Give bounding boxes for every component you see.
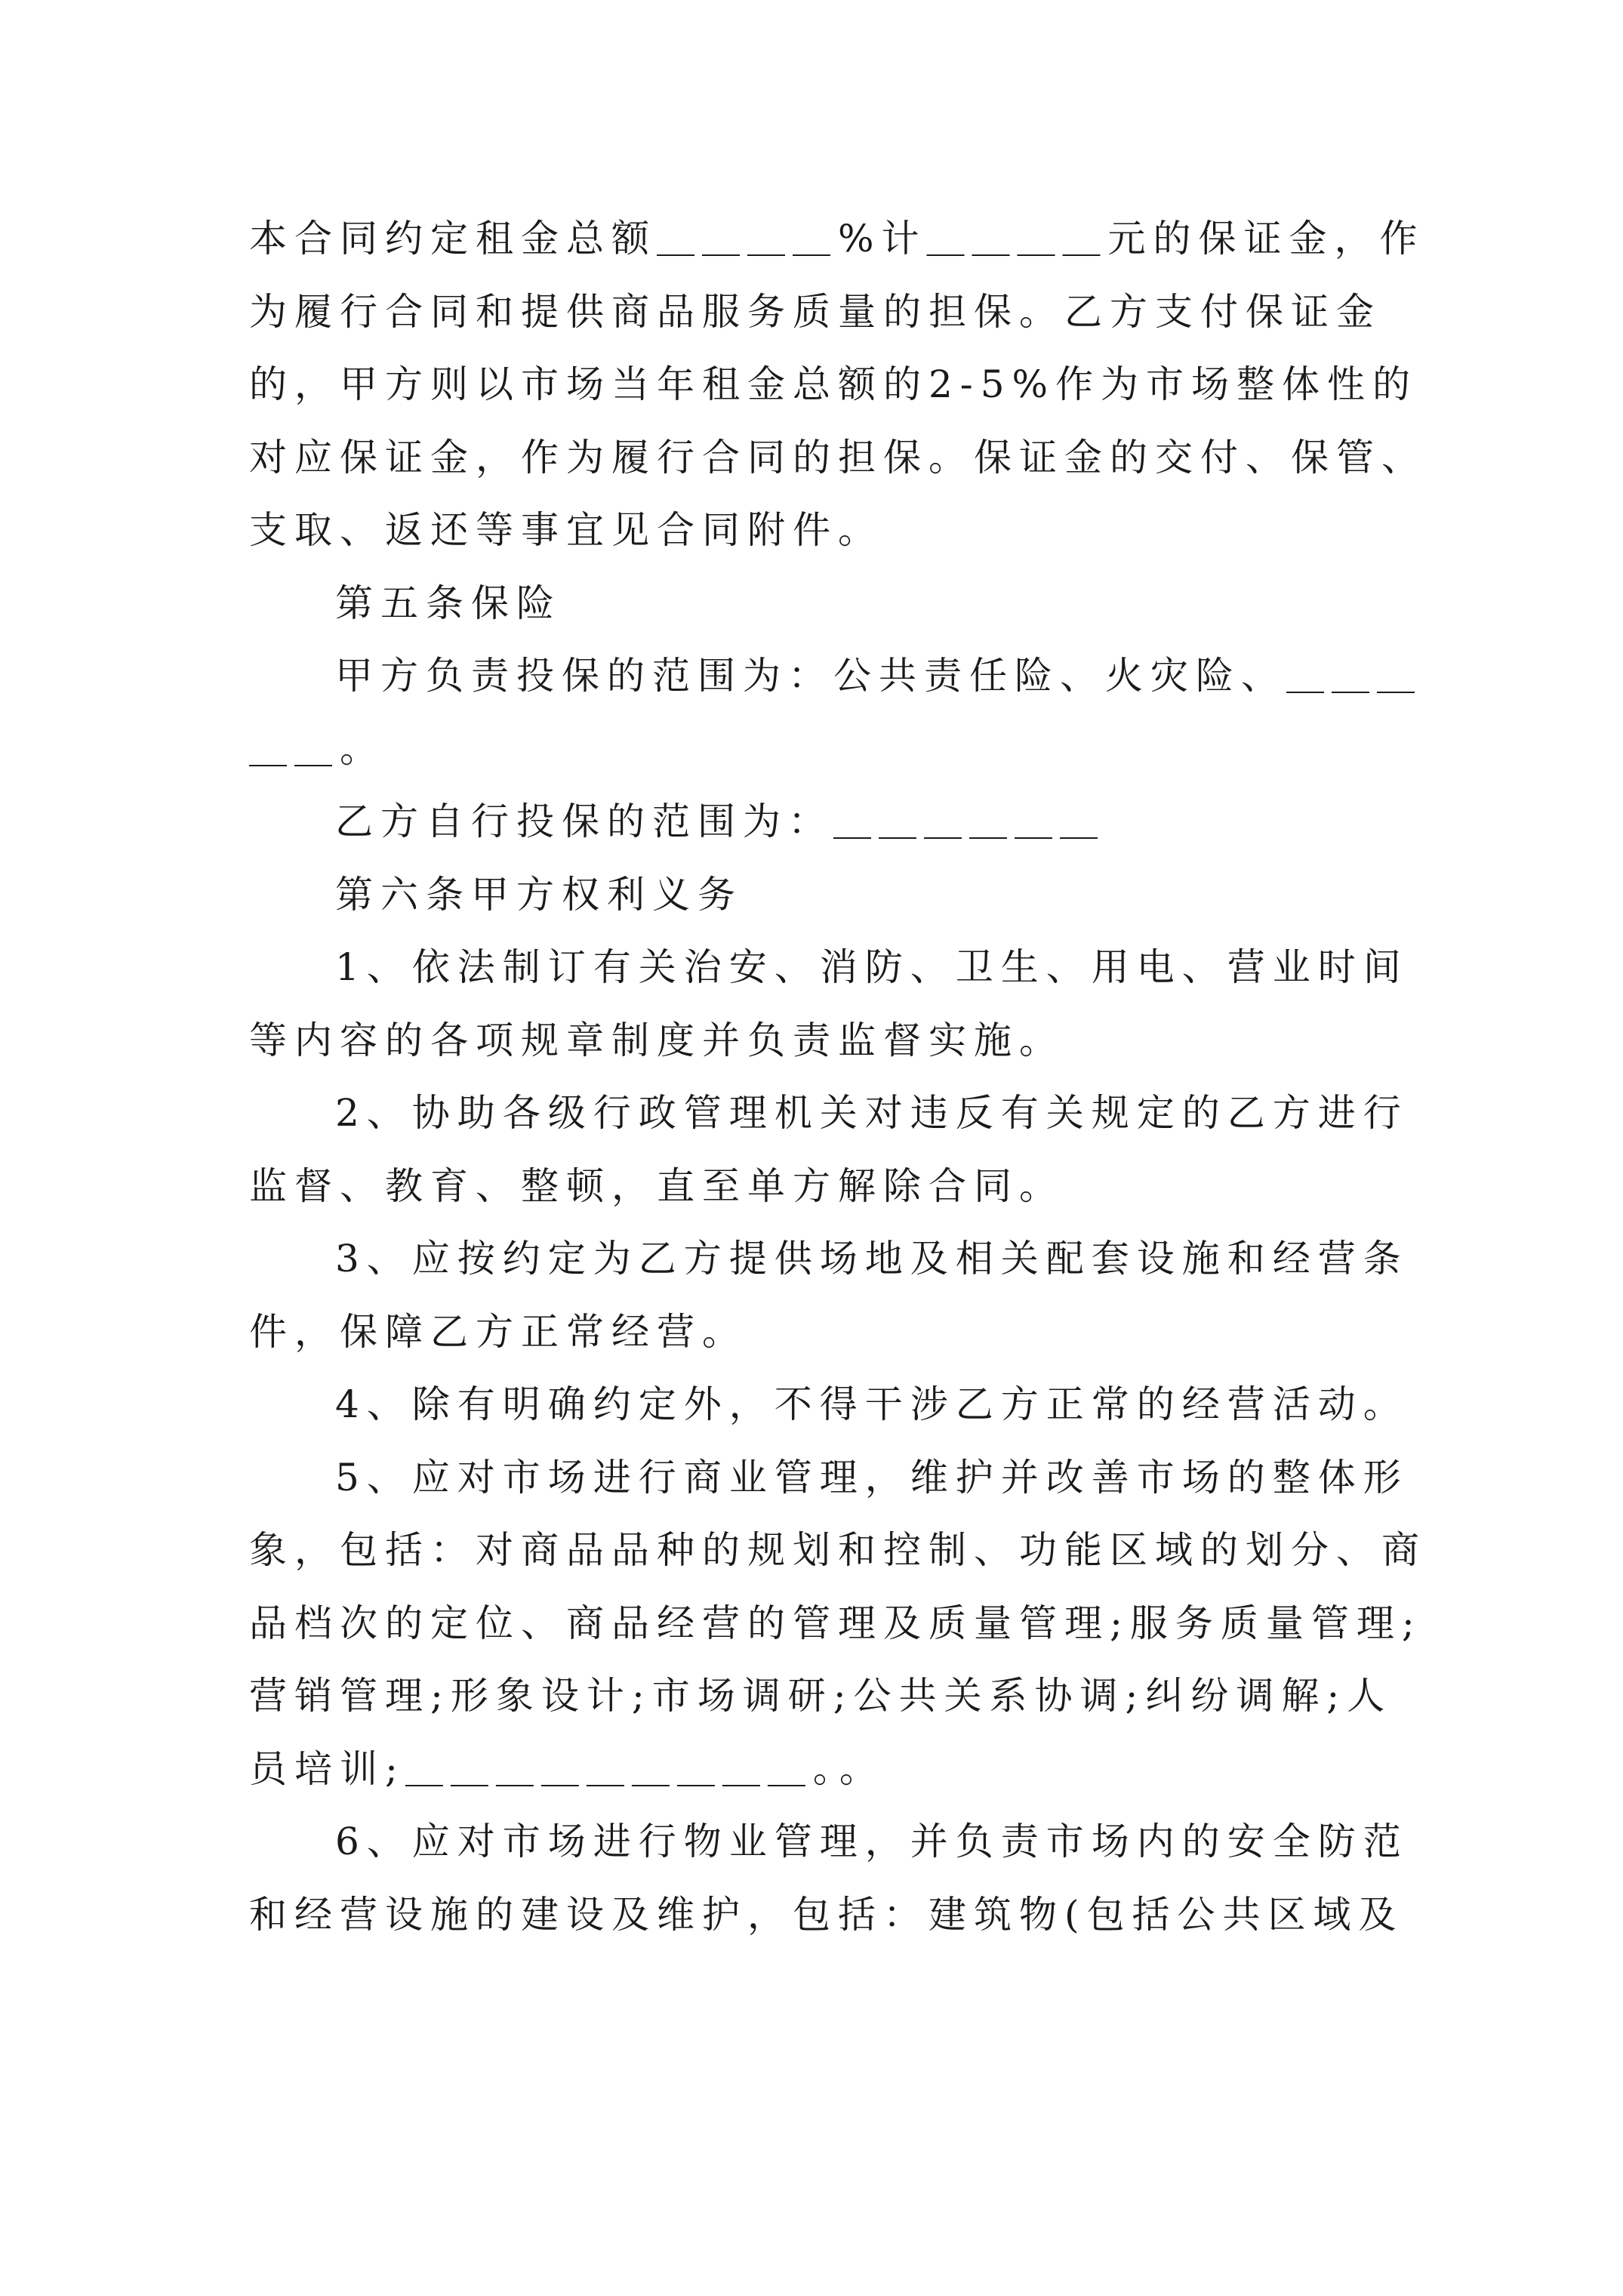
list-item-5: 5、应对市场进行商业管理，维护并改善市场的整体形象，包括：对商品品种的规划和控制、功能区域的划分、商品档次的定位、商品经营的管理及质量管理;服务质量管理;营销管理;形象设计;市场调研;公共关系协调;纠纷调解;人员培训;＿＿＿＿＿＿＿＿＿。。 bbox=[249, 1455, 1427, 1791]
paragraph-party-a-insurance: 甲方负责投保的范围为：公共责任险、火灾险、＿＿＿＿＿。 bbox=[249, 654, 1422, 771]
list-item-2: 2、协助各级行政管理机关对违反有关规定的乙方进行监督、教育、整顿，直至单方解除合同。 bbox=[249, 1091, 1409, 1208]
document-body bbox=[249, 202, 1427, 1951]
list-item-4: 4、除有明确约定外，不得干涉乙方正常的经营活动。 bbox=[335, 1382, 1409, 1426]
list-item-3: 3、应按约定为乙方提供场地及相关配套设施和经营条件，保障乙方正常经营。 bbox=[249, 1237, 1409, 1354]
list-item-1: 1、依法制订有关治安、消防、卫生、用电、营业时间等内容的各项规章制度并负责监督实施。 bbox=[249, 945, 1409, 1062]
list-item-6: 6、应对市场进行物业管理，并负责市场内的安全防范和经营设施的建设及维护，包括：建筑物(包括公共区域及 bbox=[249, 1820, 1409, 1937]
heading-article-6-party-a-rights: 第六条甲方权利义务 bbox=[335, 872, 743, 917]
paragraph-deposit: 本合同约定租金总额＿＿＿＿%计＿＿＿＿元的保证金，作为履行合同和提供商品服务质量的担保。乙方支付保证金的，甲方则以市场当年租金总额的2-5%作为市场整体性的对应保证金，作为履行合同的担保。保证金的交付、保管、支取、返还等事宜见合同附件。 bbox=[249, 217, 1427, 552]
heading-article-5-insurance: 第五条保险 bbox=[335, 581, 562, 625]
paragraph-party-b-insurance: 乙方自行投保的范围为：＿＿＿＿＿＿ bbox=[335, 800, 1105, 843]
